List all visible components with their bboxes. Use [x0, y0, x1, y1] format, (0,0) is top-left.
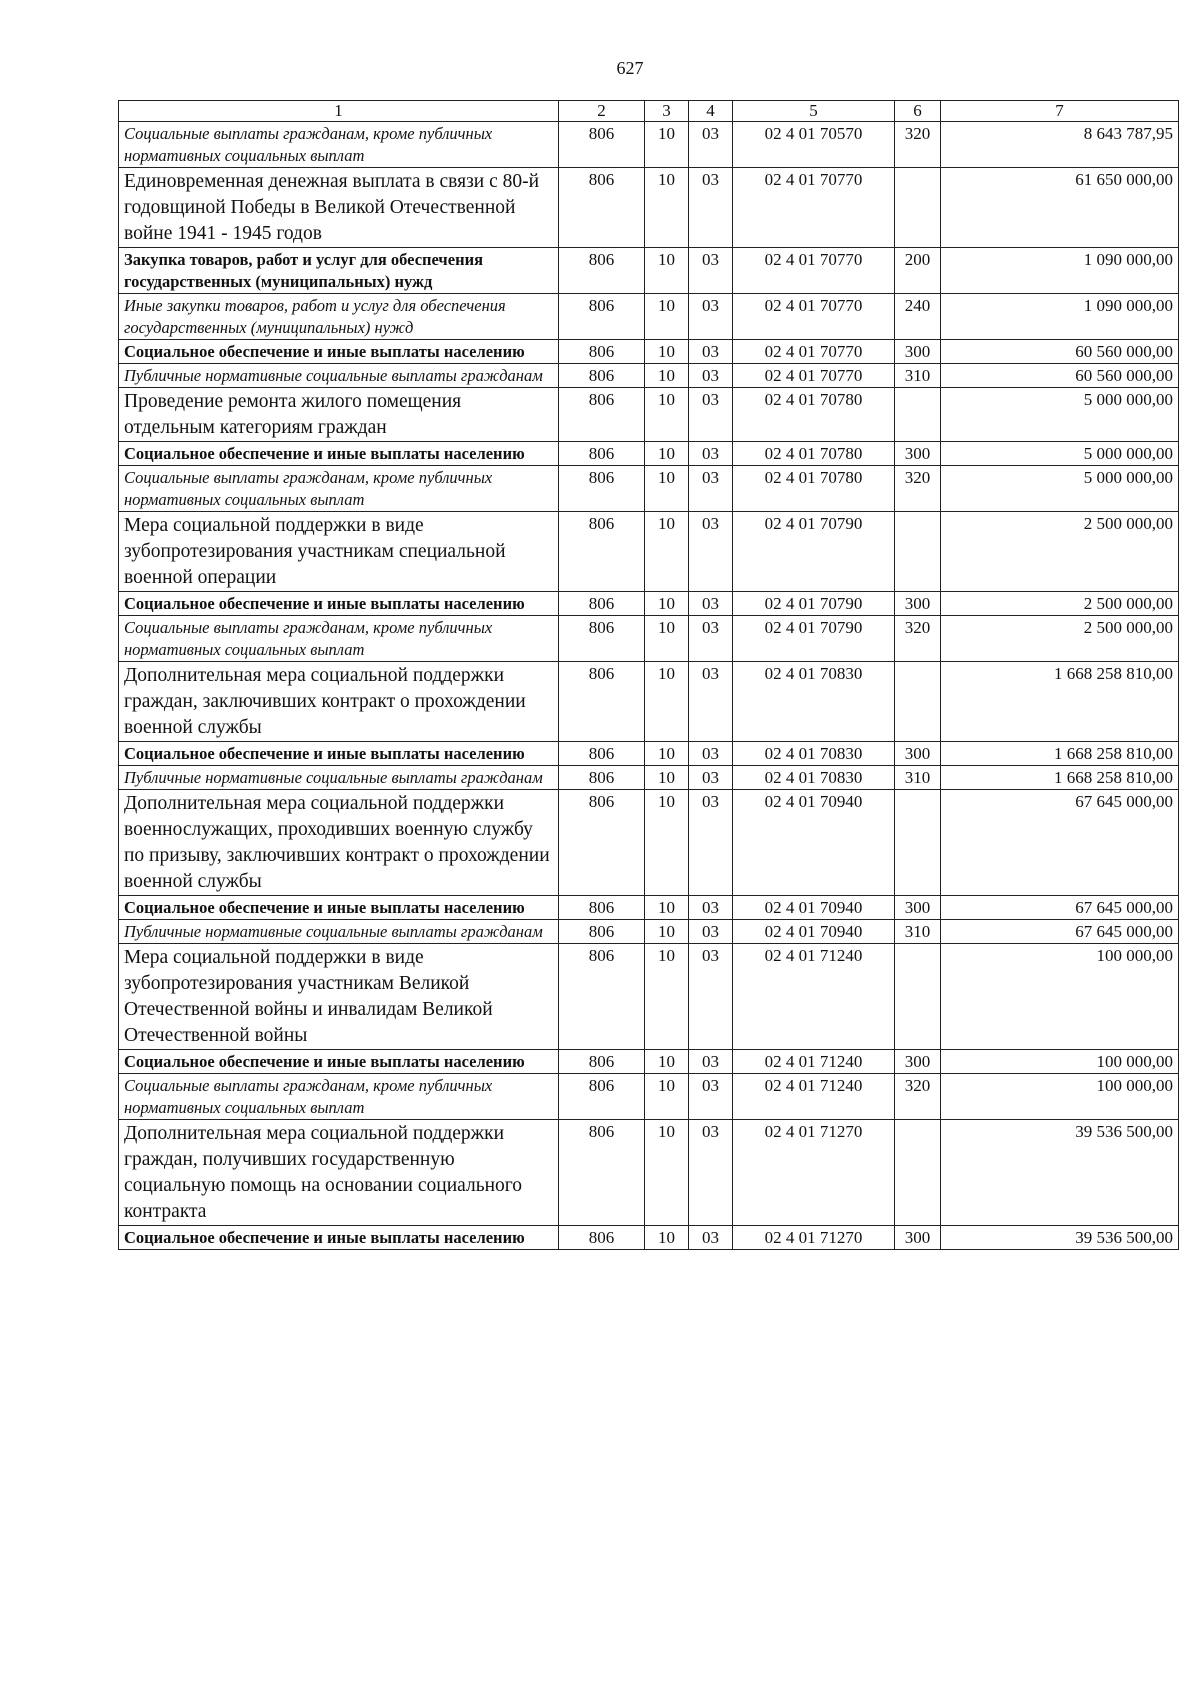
row-target-code-cell: 02 4 01 70770 [733, 168, 895, 248]
row-section-cell: 10 [645, 364, 689, 388]
row-code-cell: 806 [559, 662, 645, 742]
row-subsection-cell: 03 [689, 1226, 733, 1250]
row-expense-type-cell: 320 [895, 616, 941, 662]
row-section-cell: 10 [645, 442, 689, 466]
row-target-code-cell: 02 4 01 70830 [733, 662, 895, 742]
row-code-cell: 806 [559, 294, 645, 340]
column-header: 2 [559, 101, 645, 122]
row-section-cell: 10 [645, 742, 689, 766]
row-target-code-cell: 02 4 01 70770 [733, 294, 895, 340]
row-amount-cell: 1 668 258 810,00 [941, 742, 1179, 766]
table-row [119, 248, 1179, 294]
table-row [119, 340, 1179, 364]
row-expense-type-cell: 300 [895, 442, 941, 466]
row-expense-type-cell: 240 [895, 294, 941, 340]
row-code-cell: 806 [559, 766, 645, 790]
row-expense-type-cell: 300 [895, 896, 941, 920]
row-code-cell: 806 [559, 388, 645, 442]
table-row [119, 742, 1179, 766]
row-code-cell: 806 [559, 466, 645, 512]
row-target-code-cell: 02 4 01 70770 [733, 248, 895, 294]
row-expense-type-cell [895, 662, 941, 742]
row-target-code-cell: 02 4 01 70790 [733, 592, 895, 616]
row-name-cell: Публичные нормативные социальные выплаты гражданам [119, 766, 559, 790]
row-name-cell: Единовременная денежная выплата в связи с 80-й годовщиной Победы в Великой Отечественной войне 1941 - 1945 годов [119, 168, 559, 248]
row-name-cell: Публичные нормативные социальные выплаты гражданам [119, 364, 559, 388]
row-section-cell: 10 [645, 896, 689, 920]
row-subsection-cell: 03 [689, 512, 733, 592]
row-amount-cell: 67 645 000,00 [941, 920, 1179, 944]
row-section-cell: 10 [645, 122, 689, 168]
row-section-cell: 10 [645, 388, 689, 442]
budget-table [118, 100, 1179, 1250]
row-name-cell: Проведение ремонта жилого помещения отдельным категориям граждан [119, 388, 559, 442]
row-target-code-cell: 02 4 01 70780 [733, 466, 895, 512]
row-amount-cell: 39 536 500,00 [941, 1120, 1179, 1226]
table-row [119, 1226, 1179, 1250]
row-code-cell: 806 [559, 1226, 645, 1250]
row-name-cell: Дополнительная мера социальной поддержки граждан, заключивших контракт о прохождении военной службы [119, 662, 559, 742]
row-section-cell: 10 [645, 766, 689, 790]
row-amount-cell: 2 500 000,00 [941, 616, 1179, 662]
row-subsection-cell: 03 [689, 364, 733, 388]
row-name-cell: Мера социальной поддержки в виде зубопротезирования участникам Великой Отечественной войны и инвалидам Великой Отечественной войны [119, 944, 559, 1050]
row-expense-type-cell: 320 [895, 122, 941, 168]
row-code-cell: 806 [559, 248, 645, 294]
column-header: 3 [645, 101, 689, 122]
row-target-code-cell: 02 4 01 71240 [733, 1074, 895, 1120]
row-subsection-cell: 03 [689, 248, 733, 294]
row-name-cell: Социальные выплаты гражданам, кроме публичных нормативных социальных выплат [119, 122, 559, 168]
column-header: 5 [733, 101, 895, 122]
row-amount-cell: 5 000 000,00 [941, 466, 1179, 512]
row-section-cell: 10 [645, 662, 689, 742]
row-expense-type-cell: 200 [895, 248, 941, 294]
row-target-code-cell: 02 4 01 70570 [733, 122, 895, 168]
row-expense-type-cell: 300 [895, 742, 941, 766]
row-target-code-cell: 02 4 01 70940 [733, 920, 895, 944]
row-section-cell: 10 [645, 1074, 689, 1120]
row-code-cell: 806 [559, 340, 645, 364]
row-name-cell: Социальные выплаты гражданам, кроме публичных нормативных социальных выплат [119, 466, 559, 512]
row-code-cell: 806 [559, 790, 645, 896]
row-amount-cell: 100 000,00 [941, 1074, 1179, 1120]
row-target-code-cell: 02 4 01 70830 [733, 766, 895, 790]
row-subsection-cell: 03 [689, 790, 733, 896]
row-name-cell: Социальное обеспечение и иные выплаты населению [119, 742, 559, 766]
table-row [119, 920, 1179, 944]
row-target-code-cell: 02 4 01 71270 [733, 1120, 895, 1226]
row-target-code-cell: 02 4 01 70770 [733, 340, 895, 364]
table-header-row [119, 101, 1179, 122]
row-expense-type-cell: 320 [895, 466, 941, 512]
row-name-cell: Социальные выплаты гражданам, кроме публичных нормативных социальных выплат [119, 1074, 559, 1120]
row-subsection-cell: 03 [689, 592, 733, 616]
row-expense-type-cell: 310 [895, 766, 941, 790]
row-code-cell: 806 [559, 592, 645, 616]
row-name-cell: Мера социальной поддержки в виде зубопротезирования участникам специальной военной операции [119, 512, 559, 592]
row-amount-cell: 1 668 258 810,00 [941, 662, 1179, 742]
column-header: 7 [941, 101, 1179, 122]
table-row [119, 896, 1179, 920]
row-expense-type-cell: 300 [895, 340, 941, 364]
row-target-code-cell: 02 4 01 70830 [733, 742, 895, 766]
row-section-cell: 10 [645, 340, 689, 364]
table-row [119, 122, 1179, 168]
row-code-cell: 806 [559, 1074, 645, 1120]
row-amount-cell: 2 500 000,00 [941, 512, 1179, 592]
row-target-code-cell: 02 4 01 70940 [733, 790, 895, 896]
row-amount-cell: 5 000 000,00 [941, 388, 1179, 442]
row-code-cell: 806 [559, 168, 645, 248]
row-name-cell: Социальное обеспечение и иные выплаты населению [119, 1226, 559, 1250]
row-target-code-cell: 02 4 01 70780 [733, 388, 895, 442]
row-subsection-cell: 03 [689, 662, 733, 742]
row-subsection-cell: 03 [689, 466, 733, 512]
row-amount-cell: 61 650 000,00 [941, 168, 1179, 248]
row-code-cell: 806 [559, 944, 645, 1050]
row-subsection-cell: 03 [689, 944, 733, 1050]
row-subsection-cell: 03 [689, 388, 733, 442]
table-row [119, 512, 1179, 592]
row-amount-cell: 1 090 000,00 [941, 248, 1179, 294]
row-section-cell: 10 [645, 466, 689, 512]
row-subsection-cell: 03 [689, 1120, 733, 1226]
column-header: 6 [895, 101, 941, 122]
row-expense-type-cell: 300 [895, 1226, 941, 1250]
row-target-code-cell: 02 4 01 71240 [733, 944, 895, 1050]
row-name-cell: Дополнительная мера социальной поддержки граждан, получивших государственную социальную помощь на основании социального контракта [119, 1120, 559, 1226]
row-section-cell: 10 [645, 168, 689, 248]
row-expense-type-cell: 300 [895, 1050, 941, 1074]
row-amount-cell: 8 643 787,95 [941, 122, 1179, 168]
row-code-cell: 806 [559, 442, 645, 466]
row-target-code-cell: 02 4 01 70780 [733, 442, 895, 466]
row-expense-type-cell [895, 512, 941, 592]
row-name-cell: Социальное обеспечение и иные выплаты населению [119, 592, 559, 616]
row-subsection-cell: 03 [689, 168, 733, 248]
table-row [119, 944, 1179, 1050]
row-section-cell: 10 [645, 1050, 689, 1074]
table-row [119, 592, 1179, 616]
row-name-cell: Социальное обеспечение и иные выплаты населению [119, 442, 559, 466]
table-row [119, 1120, 1179, 1226]
row-amount-cell: 2 500 000,00 [941, 592, 1179, 616]
row-amount-cell: 60 560 000,00 [941, 364, 1179, 388]
table-row [119, 466, 1179, 512]
row-section-cell: 10 [645, 512, 689, 592]
row-amount-cell: 1 090 000,00 [941, 294, 1179, 340]
row-section-cell: 10 [645, 790, 689, 896]
page-number: 627 [616, 58, 644, 78]
row-code-cell: 806 [559, 742, 645, 766]
row-expense-type-cell: 320 [895, 1074, 941, 1120]
table-row [119, 662, 1179, 742]
row-amount-cell: 5 000 000,00 [941, 442, 1179, 466]
row-section-cell: 10 [645, 944, 689, 1050]
row-expense-type-cell [895, 1120, 941, 1226]
row-target-code-cell: 02 4 01 70790 [733, 616, 895, 662]
row-section-cell: 10 [645, 294, 689, 340]
table-row [119, 388, 1179, 442]
table-row [119, 1050, 1179, 1074]
row-section-cell: 10 [645, 1226, 689, 1250]
row-code-cell: 806 [559, 512, 645, 592]
row-code-cell: 806 [559, 1120, 645, 1226]
table-row [119, 168, 1179, 248]
row-name-cell: Социальное обеспечение и иные выплаты населению [119, 896, 559, 920]
row-target-code-cell: 02 4 01 71240 [733, 1050, 895, 1074]
table-row [119, 364, 1179, 388]
row-name-cell: Публичные нормативные социальные выплаты гражданам [119, 920, 559, 944]
row-expense-type-cell [895, 944, 941, 1050]
row-name-cell: Социальное обеспечение и иные выплаты населению [119, 1050, 559, 1074]
row-expense-type-cell [895, 388, 941, 442]
row-code-cell: 806 [559, 920, 645, 944]
row-target-code-cell: 02 4 01 71270 [733, 1226, 895, 1250]
row-subsection-cell: 03 [689, 1050, 733, 1074]
row-code-cell: 806 [559, 122, 645, 168]
row-code-cell: 806 [559, 1050, 645, 1074]
row-name-cell: Иные закупки товаров, работ и услуг для обеспечения государственных (муниципальных) нужд [119, 294, 559, 340]
row-section-cell: 10 [645, 592, 689, 616]
row-expense-type-cell [895, 790, 941, 896]
row-section-cell: 10 [645, 616, 689, 662]
row-section-cell: 10 [645, 1120, 689, 1226]
row-target-code-cell: 02 4 01 70770 [733, 364, 895, 388]
row-subsection-cell: 03 [689, 340, 733, 364]
row-amount-cell: 1 668 258 810,00 [941, 766, 1179, 790]
row-subsection-cell: 03 [689, 442, 733, 466]
row-expense-type-cell [895, 168, 941, 248]
table-row [119, 766, 1179, 790]
row-subsection-cell: 03 [689, 742, 733, 766]
row-amount-cell: 100 000,00 [941, 1050, 1179, 1074]
row-amount-cell: 39 536 500,00 [941, 1226, 1179, 1250]
column-header: 1 [119, 101, 559, 122]
row-subsection-cell: 03 [689, 122, 733, 168]
row-amount-cell: 60 560 000,00 [941, 340, 1179, 364]
row-name-cell: Дополнительная мера социальной поддержки военнослужащих, проходивших военную службу по призыву, заключивших контракт о прохождении военной службы [119, 790, 559, 896]
table-row [119, 616, 1179, 662]
row-amount-cell: 100 000,00 [941, 944, 1179, 1050]
row-section-cell: 10 [645, 248, 689, 294]
row-code-cell: 806 [559, 896, 645, 920]
row-code-cell: 806 [559, 364, 645, 388]
row-target-code-cell: 02 4 01 70940 [733, 896, 895, 920]
row-expense-type-cell: 310 [895, 920, 941, 944]
row-expense-type-cell: 310 [895, 364, 941, 388]
table-row [119, 442, 1179, 466]
row-amount-cell: 67 645 000,00 [941, 896, 1179, 920]
row-name-cell: Закупка товаров, работ и услуг для обеспечения государственных (муниципальных) нужд [119, 248, 559, 294]
row-subsection-cell: 03 [689, 616, 733, 662]
row-subsection-cell: 03 [689, 766, 733, 790]
table-row [119, 294, 1179, 340]
row-subsection-cell: 03 [689, 920, 733, 944]
row-target-code-cell: 02 4 01 70790 [733, 512, 895, 592]
row-name-cell: Социальные выплаты гражданам, кроме публичных нормативных социальных выплат [119, 616, 559, 662]
table-row [119, 790, 1179, 896]
row-amount-cell: 67 645 000,00 [941, 790, 1179, 896]
row-section-cell: 10 [645, 920, 689, 944]
table-row [119, 1074, 1179, 1120]
column-header: 4 [689, 101, 733, 122]
row-subsection-cell: 03 [689, 294, 733, 340]
row-subsection-cell: 03 [689, 896, 733, 920]
row-name-cell: Социальное обеспечение и иные выплаты населению [119, 340, 559, 364]
row-subsection-cell: 03 [689, 1074, 733, 1120]
row-code-cell: 806 [559, 616, 645, 662]
row-expense-type-cell: 300 [895, 592, 941, 616]
